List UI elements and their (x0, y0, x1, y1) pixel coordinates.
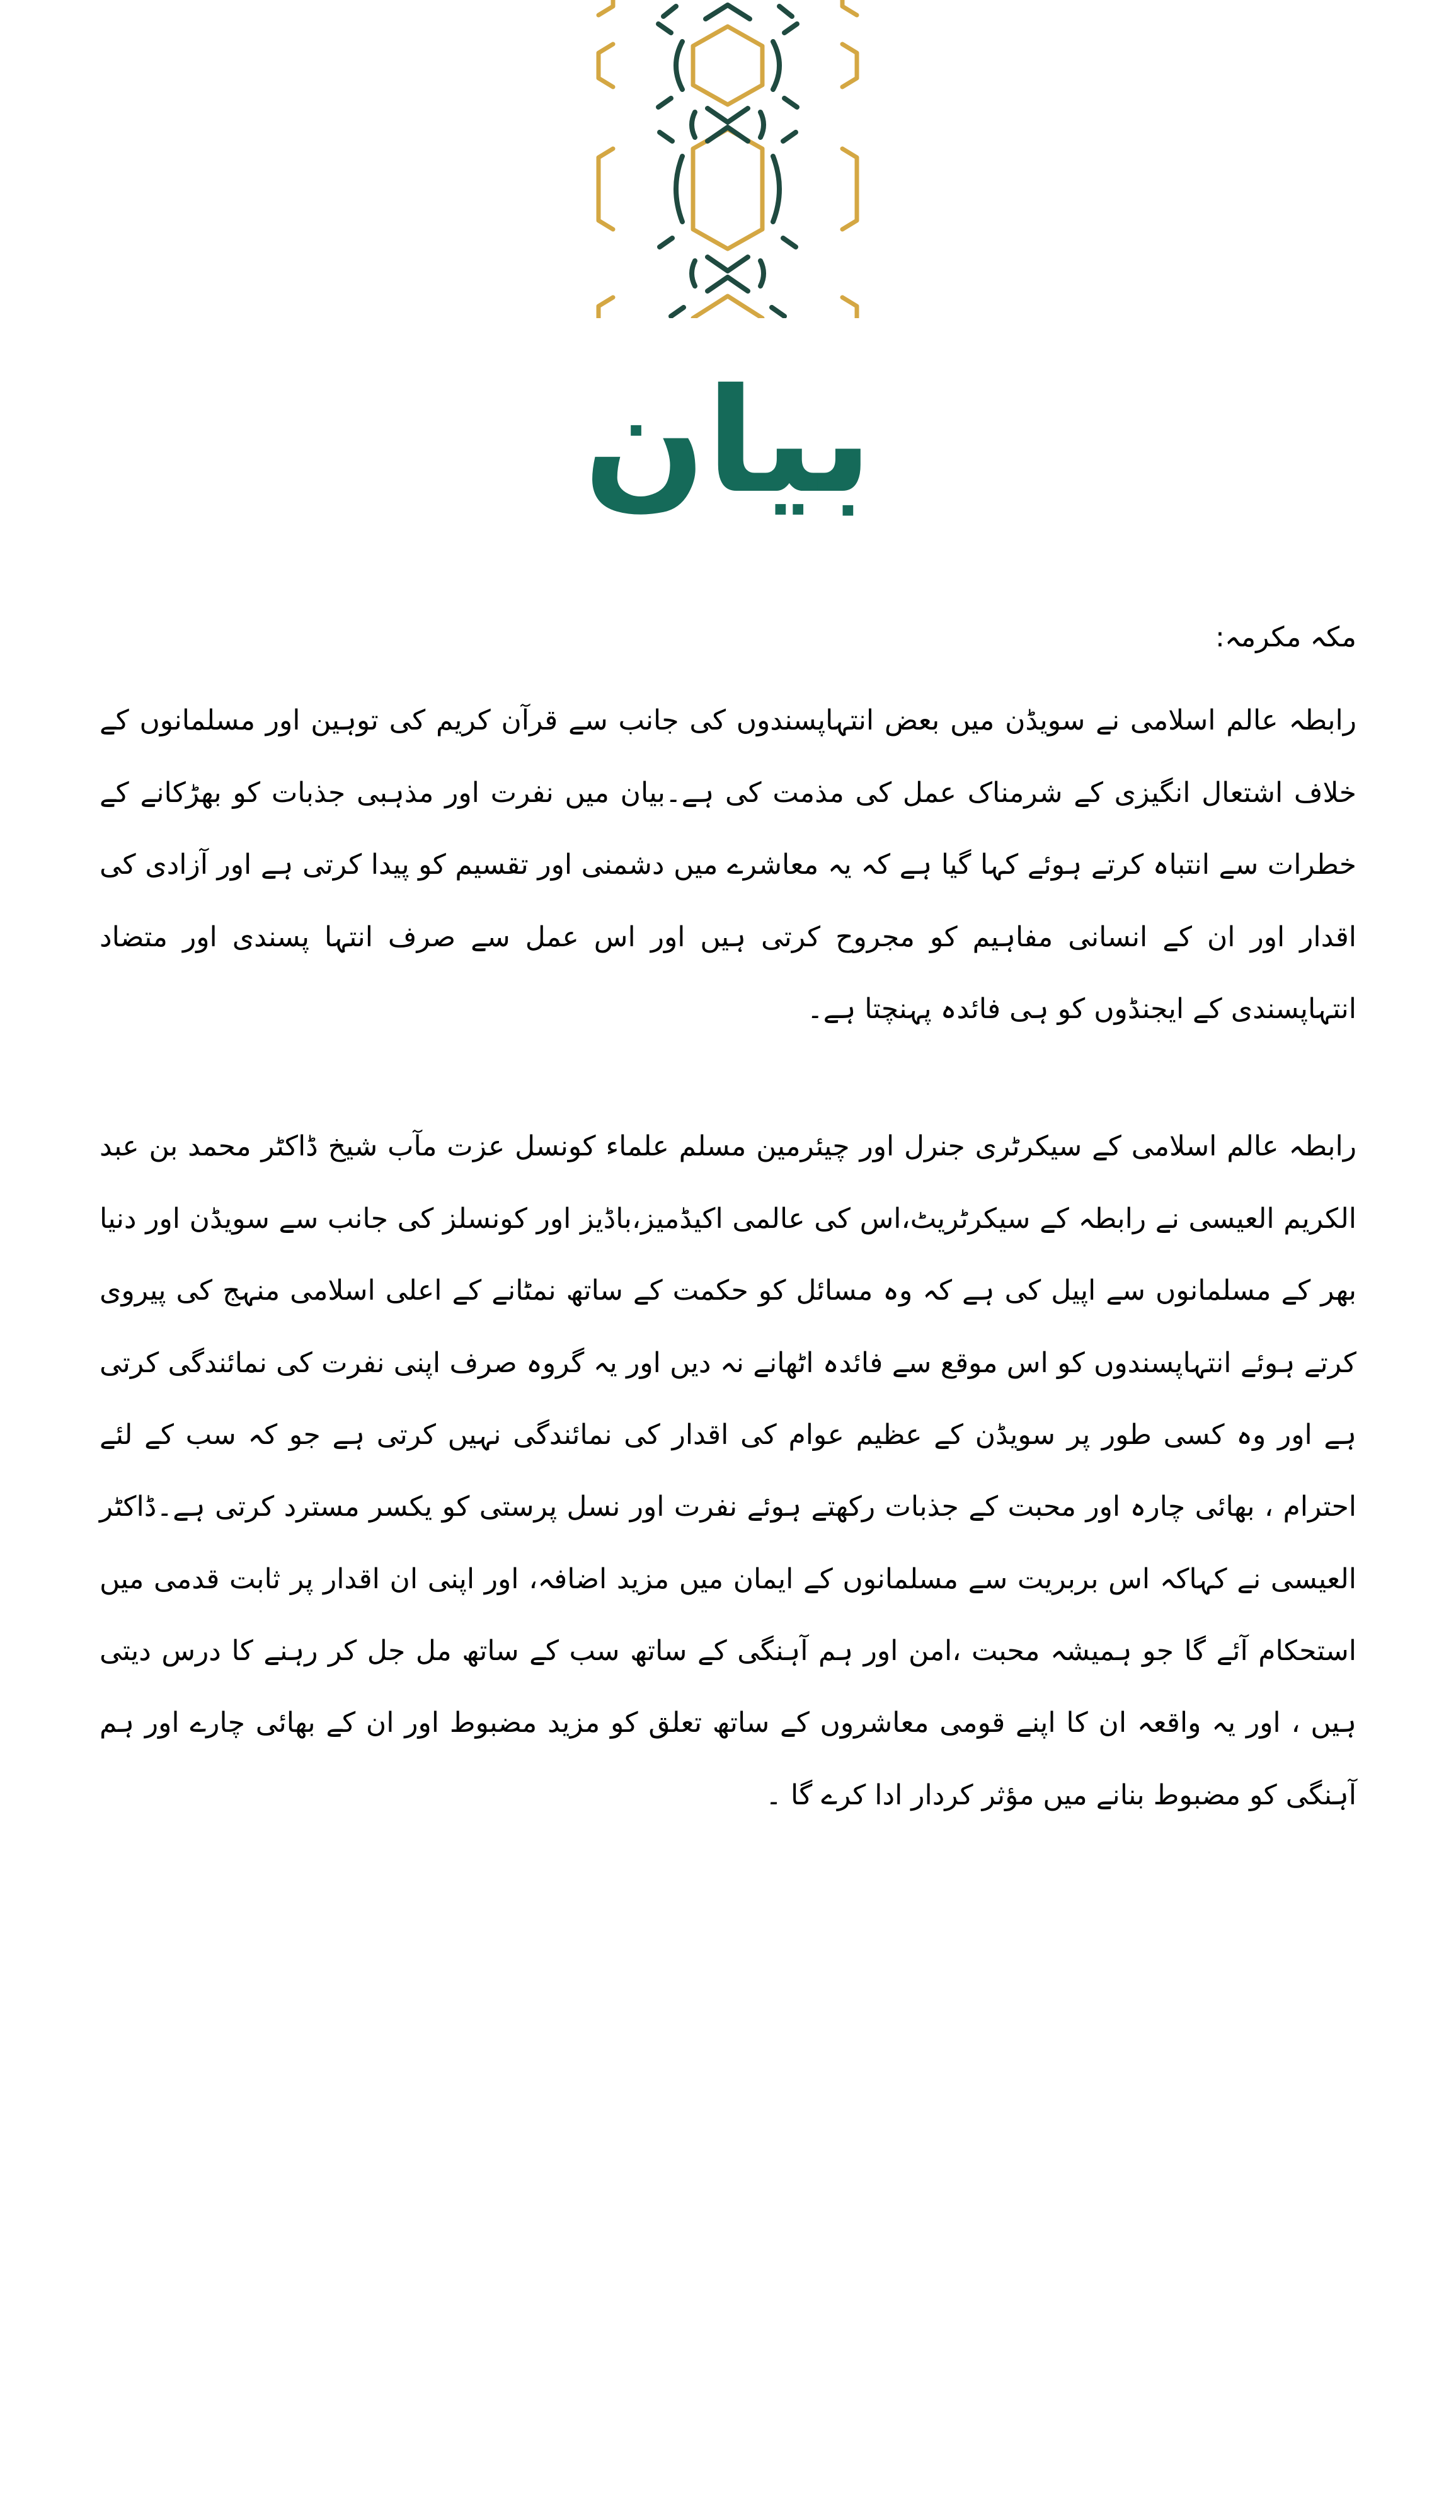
dateline: مکہ مکرمہ: (1215, 621, 1356, 653)
statement-body (100, 602, 1356, 1831)
statement-paragraph-2: رابطہ عالم اسلامی کے سیکرٹری جنرل اور چیئرمین مسلم علماء کونسل عزت مآب شیخ ڈاکٹر محمد بن عبد الکریم العیسی نے رابطہ کے سیکرٹریٹ،اس کی عالمی اکیڈمیز،باڈیز اور کونسلز کی جانب سے سویڈن اور دنیا بھر کے مسلمانوں سے اپیل کی ہے کہ وہ مسائل کو حکمت کے ساتھ نمٹانے کے اعلی اسلامی منہج کی پیروی کرتے ہوئے انتہاپسندوں کو اس موقع سے فائدہ اٹھانے نہ دیں اور یہ گروہ صرف اپنی نفرت کی نمائندگی کرتی ہے اور وہ کسی طور پر سویڈن کے عظیم عوام کی اقدار کی نمائندگی نہیں کرتی ہے جو کہ سب کے لئے احترام ، بھائی چارہ اور محبت کے جذبات رکھتے ہوئے نفرت اور نسل پرستی کو یکسر مسترد کرتی ہے۔ڈاکٹر العیسی نے کہاکہ اس بربریت سے مسلمانوں کے ایمان میں مزید اضافہ، اور اپنی ان اقدار پر ثابت قدمی میں استحکام آئے گا جو ہمیشہ محبت ،امن اور ہم آہنگی کے ساتھ سب کے ساتھ مل جل کر رہنے کا درس دیتی ہیں ، اور یہ واقعہ ان کا اپنے قومی معاشروں کے ساتھ تعلق کو مزید مضبوط اور ان کے بھائی چارے اور ہم آہنگی کو مضبوط بنانے میں مؤثر کردار ادا کرے گا ۔ (100, 1130, 1356, 1811)
page-title: بیان (583, 357, 873, 525)
footer (0, 2281, 1456, 2457)
statement-paragraph-1: رابطہ عالم اسلامی نے سویڈن میں بعض انتہاپسندوں کی جانب سے قرآن کریم کی توہین اور مسلمانوں کے خلاف اشتعال انگیزی کے شرمناک عمل کی مذمت کی ہے۔بیان میں نفرت اور مذہبی جذبات کو بھڑکانے کے خطرات سے انتباہ کرتے ہوئے کہا گیا ہے کہ یہ معاشرے میں دشمنی اور تقسیم کو پیدا کرتی ہے اور آزادی کی اقدار اور ان کے انسانی مفاہیم کو مجروح کرتی ہیں اور اس عمل سے صرف انتہا پسندی اور متضاد انتہاپسندی کے ایجنڈوں کو ہی فائدہ پہنچتا ہے۔ (100, 704, 1356, 1025)
islamic-geometric-pattern-icon (595, 0, 860, 318)
